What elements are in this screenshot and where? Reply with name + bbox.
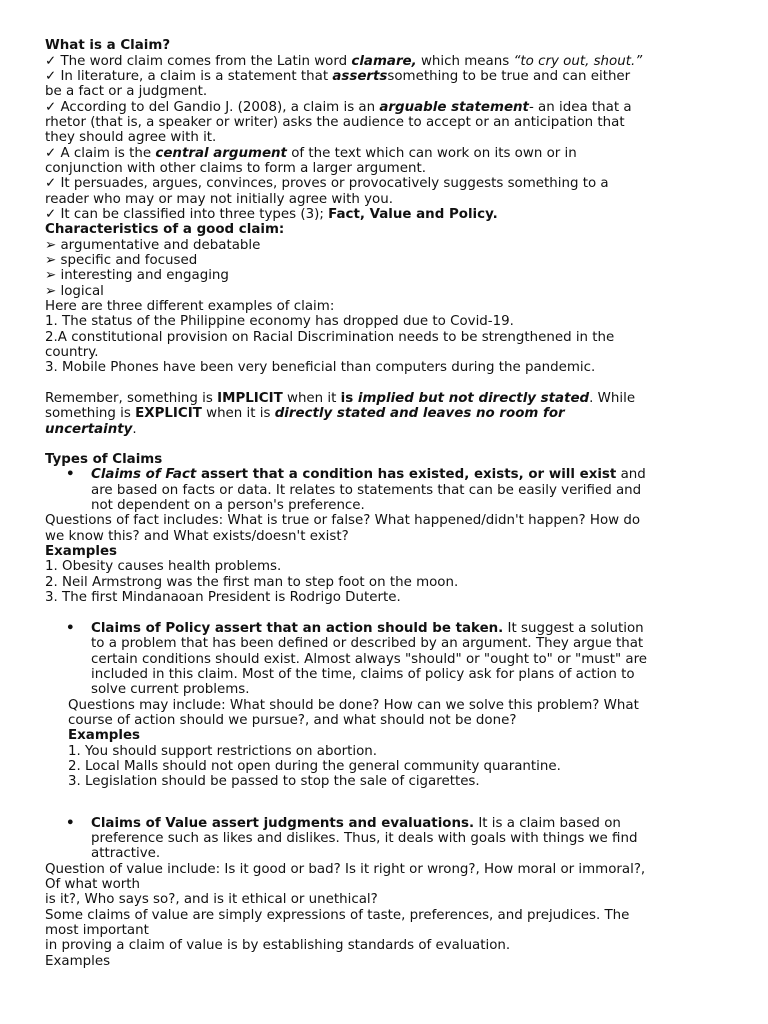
characteristic-item: ➢ interesting and engaging — [45, 268, 229, 283]
characteristic-item: ➢ argumentative and debatable — [45, 238, 261, 253]
policy-line-1: Claims of Policy assert that an action should be taken. It suggest a solution — [91, 621, 644, 636]
value-questions-cont: Of what worth — [45, 877, 141, 892]
claim-point-6: ✓ It can be classified into three types (3); Fact, Value and Policy. — [45, 207, 498, 222]
claim-point-3-cont2: they should agree with it. — [45, 130, 217, 145]
value-line-3: attractive. — [91, 846, 161, 861]
fact-line-3: not dependent on a person's preference. — [91, 498, 365, 513]
value-questions-cont2: is it?, Who says so?, and is it ethical or unethical? — [45, 892, 378, 907]
claim-title: What is a Claim? — [45, 38, 171, 53]
example-item: 3. Mobile Phones have been very beneficial than computers during the pandemic. — [45, 360, 596, 375]
bullet-policy: • — [66, 621, 75, 636]
claim-point-1: ✓ The word claim comes from the Latin word clamare, which means “to cry out, shout.” — [45, 54, 643, 69]
value-statement-cont: most important — [45, 923, 149, 938]
claim-point-3-cont: rhetor (that is, a speaker or writer) asks the audience to accept or an anticipation that — [45, 115, 625, 130]
remember-line-3: uncertainty. — [45, 422, 137, 437]
fact-examples-heading: Examples — [45, 544, 118, 559]
types-heading: Types of Claims — [45, 452, 163, 467]
claim-point-3: ✓ According to del Gandio J. (2008), a claim is an arguable statement- an idea that a — [45, 100, 632, 115]
claim-point-4: ✓ A claim is the central argument of the text which can work on its own or in — [45, 146, 577, 161]
policy-example-item: 1. You should support restrictions on abortion. — [68, 744, 378, 759]
policy-line-5: solve current problems. — [91, 682, 250, 697]
remember-line-2: something is EXPLICIT when it is directly stated and leaves no room for — [45, 406, 565, 421]
value-statement: Some claims of value are simply expressions of taste, preferences, and prejudices. The — [45, 908, 630, 923]
fact-questions: Questions of fact includes: What is true or false? What happened/didn't happen? How do — [45, 513, 641, 528]
policy-example-item: 3. Legislation should be passed to stop the sale of cigarettes. — [68, 774, 480, 789]
claim-point-5-cont: reader who may or may not initially agree with you. — [45, 192, 393, 207]
bullet-value: • — [66, 816, 75, 831]
claim-point-5: ✓ It persuades, argues, convinces, proves or provocatively suggests something to a — [45, 176, 609, 191]
example-item: 2.A constitutional provision on Racial Discrimination needs to be strengthened in the — [45, 330, 615, 345]
policy-example-item: 2. Local Malls should not open during the general community quarantine. — [68, 759, 561, 774]
characteristics-heading: Characteristics of a good claim: — [45, 222, 285, 237]
characteristic-item: ➢ logical — [45, 284, 104, 299]
value-statement-cont2: in proving a claim of value is by establishing standards of evaluation. — [45, 938, 511, 953]
fact-example-item: 1. Obesity causes health problems. — [45, 559, 282, 574]
fact-example-item: 3. The first Mindanaoan President is Rodrigo Duterte. — [45, 590, 401, 605]
bullet-fact: • — [66, 467, 75, 482]
value-line-1: Claims of Value assert judgments and evaluations. It is a claim based on — [91, 816, 621, 831]
value-examples-heading: Examples — [45, 954, 111, 969]
remember-line-1: Remember, something is IMPLICIT when it is implied but not directly stated. While — [45, 391, 636, 406]
characteristic-item: ➢ specific and focused — [45, 253, 198, 268]
fact-line-1: Claims of Fact assert that a condition has existed, exists, or will exist and — [91, 467, 646, 482]
example-item-cont: country. — [45, 345, 99, 360]
example-item: 1. The status of the Philippine economy has dropped due to Covid-19. — [45, 314, 514, 329]
fact-example-item: 2. Neil Armstrong was the first man to step foot on the moon. — [45, 575, 459, 590]
value-line-2: preference such as likes and dislikes. Thus, it deals with goals with things we find — [91, 831, 638, 846]
claim-point-4-cont: conjunction with other claims to form a larger argument. — [45, 161, 426, 176]
policy-line-3: certain conditions should exist. Almost always "should" or "ought to" or "must" are — [91, 652, 648, 667]
value-questions: Question of value include: Is it good or bad? Is it right or wrong?, How moral or immoral?, — [45, 862, 646, 877]
policy-questions: Questions may include: What should be done? How can we solve this problem? What — [68, 698, 639, 713]
examples-lead: Here are three different examples of claim: — [45, 299, 335, 314]
fact-questions-cont: we know this? and What exists/doesn't exist? — [45, 529, 349, 544]
fact-line-2: are based on facts or data. It relates to statements that can be easily verified and — [91, 483, 642, 498]
policy-examples-heading: Examples — [68, 728, 141, 743]
policy-line-4: included in this claim. Most of the time, claims of policy ask for plans of action to — [91, 667, 635, 682]
claim-point-2-cont: be a fact or a judgment. — [45, 84, 208, 99]
policy-questions-cont: course of action should we pursue?, and what should not be done? — [68, 713, 517, 728]
policy-line-2: to a problem that has been defined or described by an argument. They argue that — [91, 636, 644, 651]
claim-point-2: ✓ In literature, a claim is a statement that assertssomething to be true and can either — [45, 69, 631, 84]
